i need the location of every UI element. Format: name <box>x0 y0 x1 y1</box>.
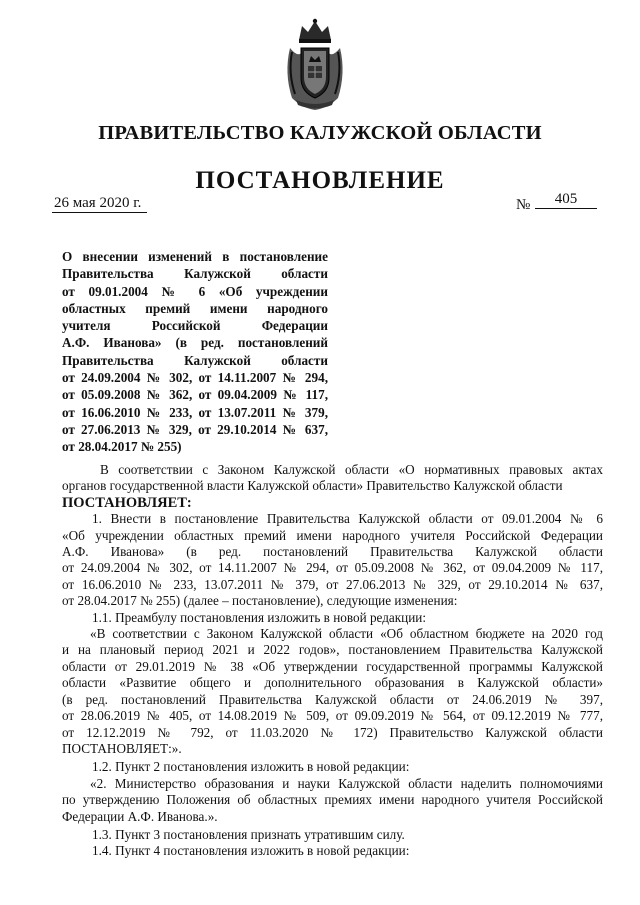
quote-line: ПОСТАНОВЛЯЕТ:». <box>62 740 182 756</box>
subject-line: от 28.04.2017 № 255) <box>62 439 182 455</box>
quote-line: «В соответствии с Законом Калужской области «Об областном бюджете на 2020 год <box>90 626 603 642</box>
preamble-line: органов государственной власти Калужской области» Правительство Калужской области <box>62 478 563 494</box>
document-body <box>62 462 603 860</box>
quote-line: и на плановый период 2021 и 2022 годов», постановлением Правительства Калужской <box>62 642 603 658</box>
subject-line: от 05.09.2008 № 362, от 09.04.2009 № 117, <box>62 387 328 403</box>
paragraph-line: «Об учреждении областных премий имени народного учителя Российской Федерации <box>62 527 603 543</box>
subject-line: от 09.01.2004 № 6 «Об учреждении <box>62 283 328 299</box>
decree-word: ПОСТАНОВЛЯЕТ: <box>62 494 192 511</box>
document-type-title: ПОСТАНОВЛЕНИЕ <box>195 167 445 194</box>
coat-of-arms-emblem <box>282 18 348 112</box>
quote-line: от 28.06.2019 № 405, от 14.08.2019 № 509, от 09.09.2019 № 564, от 09.12.2019 № 777, <box>62 708 603 724</box>
subitem-1-1: 1.1. Преамбулу постановления изложить в новой редакции: <box>92 609 427 625</box>
subject-line: областных премий имени народного <box>62 300 328 316</box>
quote-line: от 12.12.2019 № 792, от 11.03.2020 № 172) Правительство Калужской области <box>62 724 603 740</box>
quote-line: области «Развитие общего и дополнительного образования в Калужской области» <box>62 675 603 691</box>
document-number: 405 <box>535 191 597 209</box>
paragraph-line: от 24.09.2004 № 302, от 14.11.2007 № 294, от 05.09.2008 № 362, от 09.04.2009 № 117, <box>62 560 603 576</box>
document-date: 26 мая 2020 г. <box>52 195 147 213</box>
subject-line: от 16.06.2010 № 233, от 13.07.2011 № 379, <box>62 404 328 420</box>
paragraph-line: А.Ф. Иванова» (в ред. постановлений Правительства Калужской области <box>62 544 603 560</box>
subitem-1-2: 1.2. Пункт 2 постановления изложить в новой редакции: <box>92 759 410 775</box>
subject-line: от 27.06.2013 № 329, от 29.10.2014 № 637, <box>62 421 328 437</box>
subject-line: Правительства Калужской области <box>62 266 328 282</box>
subject-line: учителя Российской Федерации <box>62 318 328 334</box>
quote-line: области от 29.01.2019 № 38 «Об утверждении государственной программы Калужской <box>62 658 603 674</box>
paragraph-line: от 28.04.2017 № 255) (далее – постановление), следующие изменения: <box>62 593 458 609</box>
subject-line: от 24.09.2004 № 302, от 14.11.2007 № 294, <box>62 370 328 386</box>
quote-line: (в ред. постановлений Правительства Калужской области от 24.06.2019 № 397, <box>62 691 603 707</box>
government-title: ПРАВИТЕЛЬСТВО КАЛУЖСКОЙ ОБЛАСТИ <box>98 122 542 144</box>
preamble-line: В соответствии с Законом Калужской области «О нормативных правовых актах <box>100 462 603 477</box>
subitem-1-4: 1.4. Пункт 4 постановления изложить в новой редакции: <box>92 843 410 859</box>
quote-line: «2. Министерство образования и науки Калужской области наделить полномочиями <box>90 775 603 791</box>
subject-line: Правительства Калужской области <box>62 352 328 368</box>
paragraph-line: от 16.06.2010 № 233, 13.07.2011 № 379, от 27.06.2013 № 329, от 29.10.2014 № 637, <box>62 576 603 592</box>
quote-line: по утверждению Положения об областных премиях имени народного учителя Российской <box>62 792 603 808</box>
subitem-1-3: 1.3. Пункт 3 постановления признать утратившим силу. <box>92 826 405 842</box>
quote-line: Федерации А.Ф. Иванова.». <box>62 808 218 824</box>
document-subject <box>62 248 328 456</box>
subject-line: О внесении изменений в постановление <box>62 249 328 264</box>
number-label: № <box>516 197 531 213</box>
paragraph-line: 1. Внести в постановление Правительства Калужской области от 09.01.2004 № 6 <box>92 511 603 527</box>
subject-line: А.Ф. Иванова» (в ред. постановлений <box>62 335 328 351</box>
